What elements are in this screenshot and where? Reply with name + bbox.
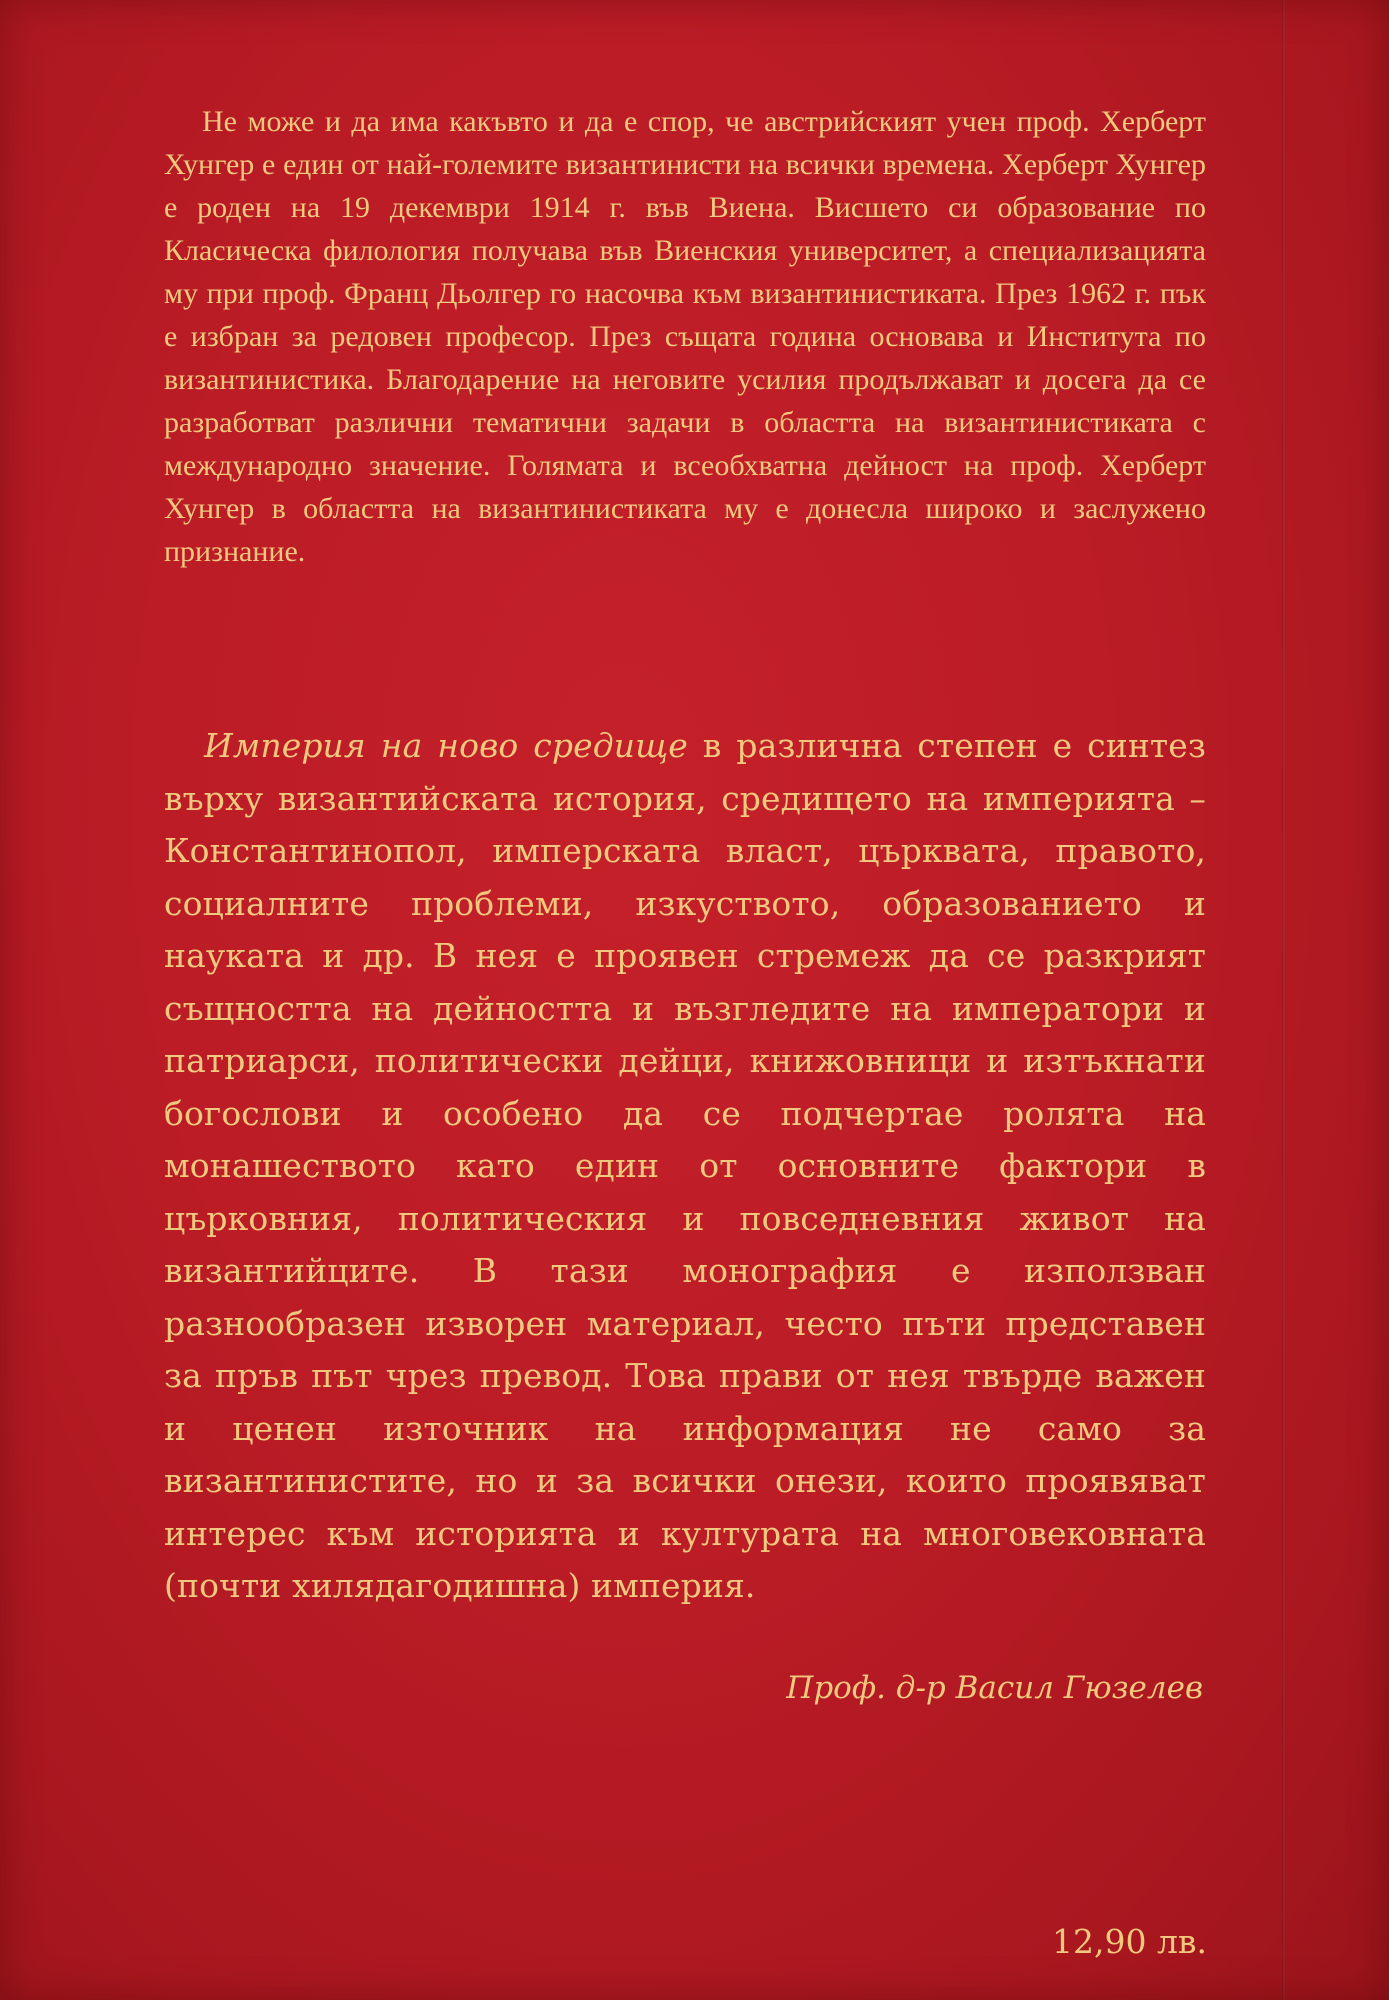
- cover-fold-line: [1282, 0, 1286, 2000]
- book-description-text: в различна степен е синтез върху византийската история, средището на империята – Константинопол, имперската власт, църквата, правото, социалните проблеми, изкуството, образованието и науката и др. В нея е проявен стремеж да се разкрият същността на дейността и възгледите на императори и патриарси, политически дейци, книжовници и изтъкнати богослови и особено да се подчертае ролята на монашеството като един от основните фактори в църковния, политическия и повседневния живот на византийците. В тази монография е използван разнообразен изворен материал, често пъти представен за пръв път чрез превод. Това прави от нея твърде важен и ценен източник на информация не само за византинистите, но и за всички онези, които проявяват интерес към историята и културата на многовековната (почти хилядагодишна) империя.: [164, 726, 1206, 1605]
- author-biography-paragraph: Не може и да има какъвто и да е спор, че австрийският учен проф. Херберт Хунгер е един от най-големите византинисти на всички времена. Херберт Хунгер е роден на 19 декември 1914 г. във Виена. Висшето си образование по Класическа филология получава във Виенския университет, а специализацията му при проф. Франц Дьолгер го насочва към византинистиката. През 1962 г. пък е избран за редовен професор. През същата година основава и Института по византинистика. Благодарение на неговите усилия продължават и досега да се разработват различни тематични задачи в областта на византинистиката с международно значение. Голямата и всеобхватна дейност на проф. Херберт Хунгер в областта на византинистиката му е донесла широко и заслужено признание.: [164, 105, 1206, 568]
- reviewer-signature: Проф. д-р Васил Гюзелев: [786, 1670, 1203, 1706]
- book-description-paragraph: [164, 720, 1206, 1613]
- book-title-italic: Империя на ново средище: [204, 726, 688, 765]
- price-label: 12,90 лв.: [1052, 1922, 1207, 1961]
